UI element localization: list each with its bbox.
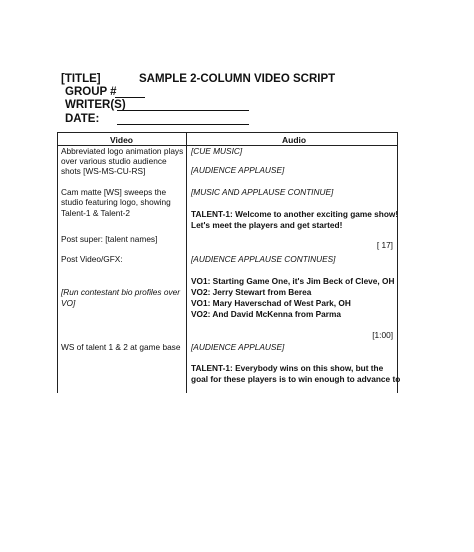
video-line-5: studio featuring logo, showing <box>61 197 171 207</box>
audio-line-10: VO1: Mary Haverschad of West Park, OH <box>191 298 351 308</box>
video-line-3: shots [WS-MS-CU-RS] <box>61 166 146 176</box>
column-divider <box>186 133 187 393</box>
audio-line-4: TALENT-1: Welcome to another exciting game show! <box>191 209 399 219</box>
video-line-1: Abbreviated logo animation plays <box>61 146 184 156</box>
video-line-11: WS of talent 1 & 2 at game base <box>61 342 181 352</box>
audio-line-14: TALENT-1: Everybody wins on this show, but the <box>191 363 384 373</box>
audio-line-13: [AUDIENCE APPLAUSE] <box>191 342 285 352</box>
video-line-4: Cam matte [WS] sweeps the <box>61 187 167 197</box>
audio-line-2: [AUDIENCE APPLAUSE] <box>191 165 285 175</box>
document-title: SAMPLE 2-COLUMN VIDEO SCRIPT <box>139 73 336 85</box>
audio-line-1: [CUE MUSIC] <box>191 146 243 156</box>
audio-line-7: [AUDIENCE APPLAUSE CONTINUES] <box>191 254 336 264</box>
writers-field-line <box>117 110 249 111</box>
date-label: DATE: <box>65 113 100 125</box>
audio-line-9: VO2: Jerry Stewart from Berea <box>191 287 312 297</box>
video-line-8: Post Video/GFX: <box>61 254 123 264</box>
group-field-line <box>115 97 145 98</box>
audio-line-15: goal for these players is to win enough to advance to <box>191 374 401 384</box>
audio-line-5: Let's meet the players and get started! <box>191 220 343 230</box>
timing-marker-2: [1:00] <box>372 330 393 340</box>
audio-column-header: Audio <box>282 135 307 145</box>
audio-line-11: VO2: And David McKenna from Parma <box>191 309 341 319</box>
video-line-10: VO] <box>61 298 76 308</box>
video-line-7: Post super: [talent names] <box>61 234 158 244</box>
video-column-header: Video <box>110 135 133 145</box>
group-label: GROUP # <box>65 86 117 98</box>
audio-line-8: VO1: Starting Game One, it's Jim Beck of Cleve, OH <box>191 276 395 286</box>
audio-line-3: [MUSIC AND APPLAUSE CONTINUE] <box>191 187 334 197</box>
timing-marker-1: [ 17] <box>376 240 393 250</box>
script-table <box>57 132 401 393</box>
video-line-2: over various studio audience <box>61 156 167 166</box>
writers-label: WRITER(S) <box>65 99 126 111</box>
video-line-6: Talent-1 & Talent-2 <box>61 208 131 218</box>
video-line-9: [Run contestant bio profiles over <box>61 287 180 297</box>
title-tag: [TITLE] <box>61 73 101 85</box>
date-field-line <box>117 124 249 125</box>
